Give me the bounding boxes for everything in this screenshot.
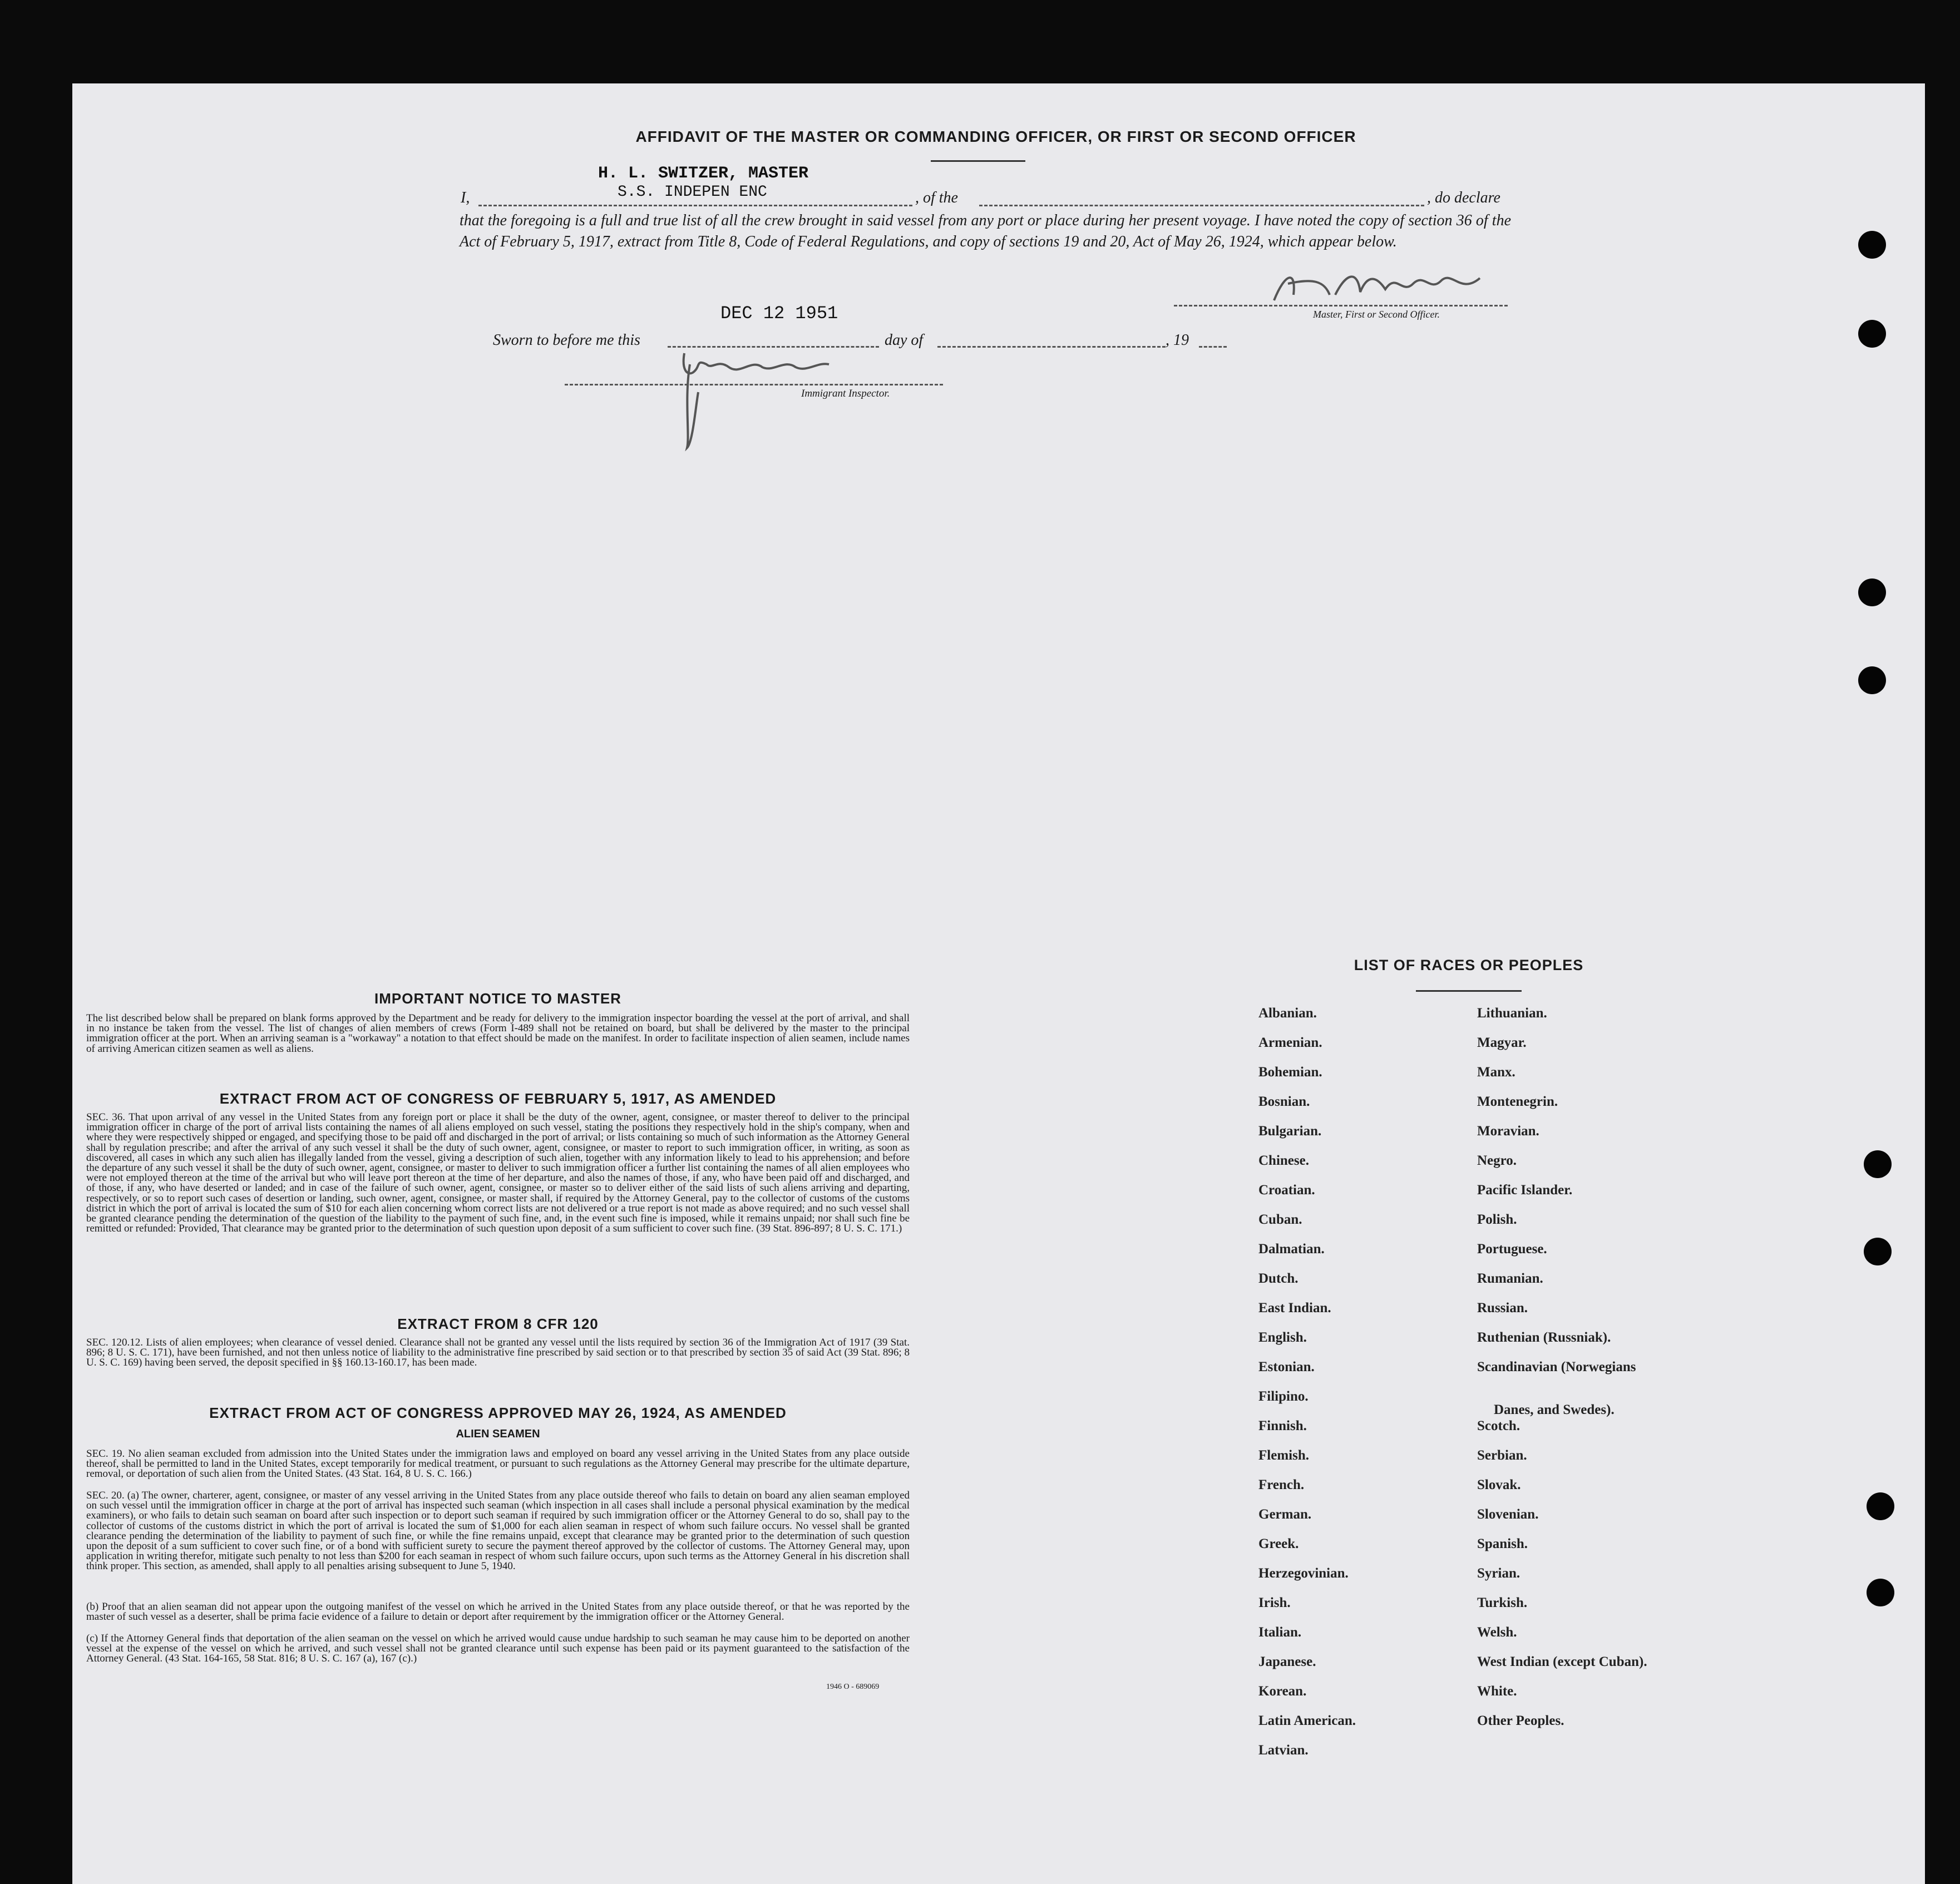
signature-caption: Master, First or Second Officer. [1313,309,1440,320]
race-item: East Indian. [1258,1300,1331,1316]
year-blank [1199,346,1227,348]
race-item: Croatian. [1258,1183,1315,1198]
punch-hole [1858,578,1886,606]
race-item: Cuban. [1258,1212,1302,1227]
name-blank [478,205,912,206]
race-item: Turkish. [1477,1595,1528,1610]
month-blank [937,346,1166,348]
race-item: Estonian. [1258,1359,1315,1374]
punch-hole [1864,1150,1892,1178]
affidavit-title: AFFIDAVIT OF THE MASTER OR COMMANDING OFFICER, OR FIRST OR SECOND OFFICER [635,128,1356,145]
race-item: Japanese. [1258,1654,1316,1669]
signature-line [1174,305,1508,306]
race-item: Pacific Islander. [1477,1183,1573,1198]
race-item: Greek. [1258,1536,1299,1551]
race-item: Scandinavian (Norwegians [1477,1359,1636,1374]
race-item: Montenegrin. [1477,1094,1558,1109]
cfr-title: EXTRACT FROM 8 CFR 120 [397,1316,599,1332]
race-item: Filipino. [1258,1389,1309,1404]
race-item: Danes, and Swedes). [1494,1402,1615,1417]
race-item: Dalmatian. [1258,1242,1325,1257]
date-stamp: DEC 12 1951 [720,303,838,324]
race-item: Negro. [1477,1153,1517,1168]
punch-hole [1858,320,1886,348]
typed-name: H. L. SWITZER, MASTER [598,164,809,183]
line-i: I, [461,189,470,206]
race-item: French. [1258,1477,1305,1492]
race-item: Syrian. [1477,1566,1520,1581]
sec20b-text: (b) Proof that an alien seaman did not appear upon the outgoing manifest of the vessel on which he arrived in the United States from any place outside thereof, or that he was reported by the master of such vessel as a deserter, shall be prima facie evidence of a failure to detain or deport after requirement by the immigration officer or the Attorney General. [86,1601,910,1623]
race-item: Rumanian. [1477,1271,1543,1286]
race-item: West Indian (except Cuban). [1477,1654,1647,1669]
race-item: Lithuanian. [1477,1006,1547,1021]
punch-hole [1858,666,1886,694]
typed-vessel: S.S. INDEPEN ENC [618,184,767,201]
race-item: Irish. [1258,1595,1291,1610]
race-item: Serbian. [1477,1448,1527,1463]
race-item: Korean. [1258,1684,1307,1699]
year-text: , 19 [1166,332,1189,349]
cfr-text: SEC. 120.12. Lists of alien employees; when clearance of vessel denied. Clearance shall not be granted any vessel until the lists required by section 36 of the Immigration Act of 1917 (39 Stat. 896; 8 U. S. C. 171), have been furnished, and not then unless notice of liability to the administrative fine prescribed by said section or to that prescribed by section 35 of said Act (39 Stat. 896; 8 U. S. C. 169) having been served, the deposit specified in §§ 160.13-160.17, has been made. [86,1337,910,1369]
race-item: Bulgarian. [1258,1124,1322,1139]
race-item: Russian. [1477,1300,1528,1316]
vessel-blank [979,205,1424,206]
master-signature [1263,261,1497,311]
sec19-text: SEC. 19. No alien seaman excluded from admission into the United States under the immigration laws and employed on board any vessel arriving in the United States from any place outside thereof, shall be permitted to land in the United States, except temporarily for medical treatment, or pursuant to such regulations as the Attorney General may prescribe for the ultimate departure, removal, or deportation of such alien from the United States. (43 Stat. 164, 8 U. S. C. 166.) [86,1448,910,1480]
race-item: Italian. [1258,1625,1302,1640]
punch-hole [1867,1492,1894,1520]
sec20c-text: (c) If the Attorney General finds that deportation of the alien seaman on the vessel on which he arrived would cause undue hardship to such seaman he may cause him to be deported on another vessel at the expense of the vessel on which he arrived, and such vessel shall not be granted clearance until such expense has been paid or its payment guaranteed to the satisfaction of the Attorney General. (43 Stat. 164-165, 58 Stat. 816; 8 U. S. C. 167 (a), 167 (c).) [86,1633,910,1665]
races-title: LIST OF RACES OR PEOPLES [1354,957,1584,973]
race-item: Chinese. [1258,1153,1309,1168]
extract-1924-title: EXTRACT FROM ACT OF CONGRESS APPROVED MAY 26, 1924, AS AMENDED [209,1405,787,1421]
sec20a-text: SEC. 20. (a) The owner, charterer, agent, consignee, or master of any vessel arriving in the United States from any place outside thereof who fails to detain on board any alien seaman employed on such vessel until the immigration officer in charge at the port of arrival has inspected such seaman (which inspection in all cases shall include a personal physical examination by the medical examiners), or who fails to detain such seaman on board after such inspection or to deport such seaman if required by such immigration officer or the Attorney General to do so, shall pay to the collector of customs of the customs district in which the port of arrival is located the sum of $1,000 for each alien seaman in respect of whom such failure occurs. No vessel shall be granted clearance pending the determination of the liability to payment of such fine, or while the fine remains unpaid, except that clearance may be granted prior to the determination of such question upon the deposit of a sum sufficient to cover such fine, or of a bond with sufficient surety to secure the payment thereof approved by the collector of customs. The Attorney General may, upon application in writing therefor, mitigate such penalty to not less than $200 for each seaman in respect of whom such failure occurs, upon such terms as the Attorney General in his discretion shall think proper. This section, as amended, shall apply to all penalties arising subsequent to June 5, 1940. [86,1490,910,1573]
race-item: Slovak. [1477,1477,1521,1492]
inspector-line [565,384,943,385]
race-item: Spanish. [1477,1536,1528,1551]
race-item: Slovenian. [1477,1507,1539,1522]
title-rule [931,160,1025,162]
notice-text: The list described below shall be prepared on blank forms approved by the Department and be ready for delivery to the immigration inspector boarding the vessel at the port of arrival, and shall in no instance be taken from the vessel. The list of changes of alien members of crews (Form I-489 shall not be retained on board, but shall be delivered by the master to the principal immigration officer at the port. When an arriving seaman is a "workaway" a notation to that effect should be made on the manifest. In order to facilitate inspection of alien seamen, include names of arriving American citizen seamen as well as aliens. [86,1012,910,1055]
punch-hole [1858,231,1886,259]
race-item: Armenian. [1258,1035,1322,1050]
race-item: Welsh. [1477,1625,1517,1640]
extract-1924-subtitle: ALIEN SEAMEN [456,1428,540,1440]
race-item: Manx. [1477,1065,1515,1080]
race-item: White. [1477,1684,1517,1699]
day-of-text: day of [885,332,924,349]
sworn-text: Sworn to before me this [493,332,640,349]
race-item: English. [1258,1330,1307,1345]
race-item: Other Peoples. [1477,1713,1564,1728]
race-item: Ruthenian (Russniak). [1477,1330,1611,1345]
race-item: Bohemian. [1258,1065,1322,1080]
line-declare: , do declare [1427,189,1500,206]
race-item: Dutch. [1258,1271,1299,1286]
punch-hole [1867,1579,1894,1606]
punch-hole [1864,1238,1892,1265]
race-item: Latin American. [1258,1713,1356,1728]
line-of: , of the [915,189,958,206]
race-item: Magyar. [1477,1035,1527,1050]
notice-title: IMPORTANT NOTICE TO MASTER [374,990,621,1007]
race-item: Polish. [1477,1212,1517,1227]
race-item: Albanian. [1258,1006,1317,1021]
extract-1917-text: SEC. 36. That upon arrival of any vessel in the United States from any foreign port or place it shall be the duty of the owner, agent, consignee, or master thereof to deliver to the principal immigration officer in charge of the port of arrival lists containing the names of all aliens employed on such vessel, stating the positions they respectively hold in the ship's company, when and where they were respectively shipped or engaged, and specifying those to be paid off and discharged in the port of arrival; or lists containing so much of such information as the Attorney General shall by regulation prescribe; and after the arrival of any such vessel it shall be the duty of such owner, agent, consignee, or master to report to such immigration officer, in writing, as soon as discovered, all cases in which any such alien has illegally landed from the vessel, giving a description of such alien, together with any information likely to lead to his apprehension; and before the departure of any such vessel it shall be the duty of such owner, agent, consignee, or master to deliver to such immigration officer a further list containing the names of all alien employees who were not employed thereon at the time of the arrival but who will leave port thereon at the time of her departure, and also the names of those, if any, who have been paid off and discharged, and of those, if any, who have deserted or landed; and in case of the failure of such owner, agent, consignee, or master so to deliver either of the said lists of such aliens arriving and departing, respectively, or so to report such cases of desertion or landing, such owner, agent, consignee, or master shall, if required by the Attorney General, pay to the collector of customs of the customs district in which the port of arrival is located the sum of $10 for each alien concerning whom correct lists are not delivered or a true report is not made as above required; and no such vessel shall be granted clearance pending the determination of the question of the liability to the payment of such fine, and, in the event such fine is imposed, while it remains unpaid; nor shall such fine be remitted or refunded: Provided, That clearance may be granted prior to the determination of such question upon deposit of a sum sufficient to cover such fine. (39 Stat. 896-897; 8 U. S. C. 171.) [86,1111,910,1235]
races-rule [1416,990,1522,992]
extract-1917-title: EXTRACT FROM ACT OF CONGRESS OF FEBRUARY 5, 1917, AS AMENDED [219,1090,777,1107]
affidavit-body: that the foregoing is a full and true list of all the crew brought in said vessel from any port or place during her present voyage. I have noted the copy of section 36 of the Act of February 5, 1917, extract from Title 8, Code of Federal Regulations, and copy of sections 19 and 20, Act of May 26, 1924, which appear below. [460,212,1511,250]
print-code: 1946 O - 689069 [826,1683,880,1691]
race-item: Scotch. [1477,1418,1520,1433]
race-item: Portuguese. [1477,1242,1547,1257]
race-item: Latvian. [1258,1743,1309,1758]
race-item: Finnish. [1258,1418,1307,1433]
race-item: German. [1258,1507,1312,1522]
race-item: Bosnian. [1258,1094,1310,1109]
race-item: Flemish. [1258,1448,1309,1463]
race-item: Moravian. [1477,1124,1539,1139]
race-item: Herzegovinian. [1258,1566,1349,1581]
inspector-caption: Immigrant Inspector. [801,388,890,399]
